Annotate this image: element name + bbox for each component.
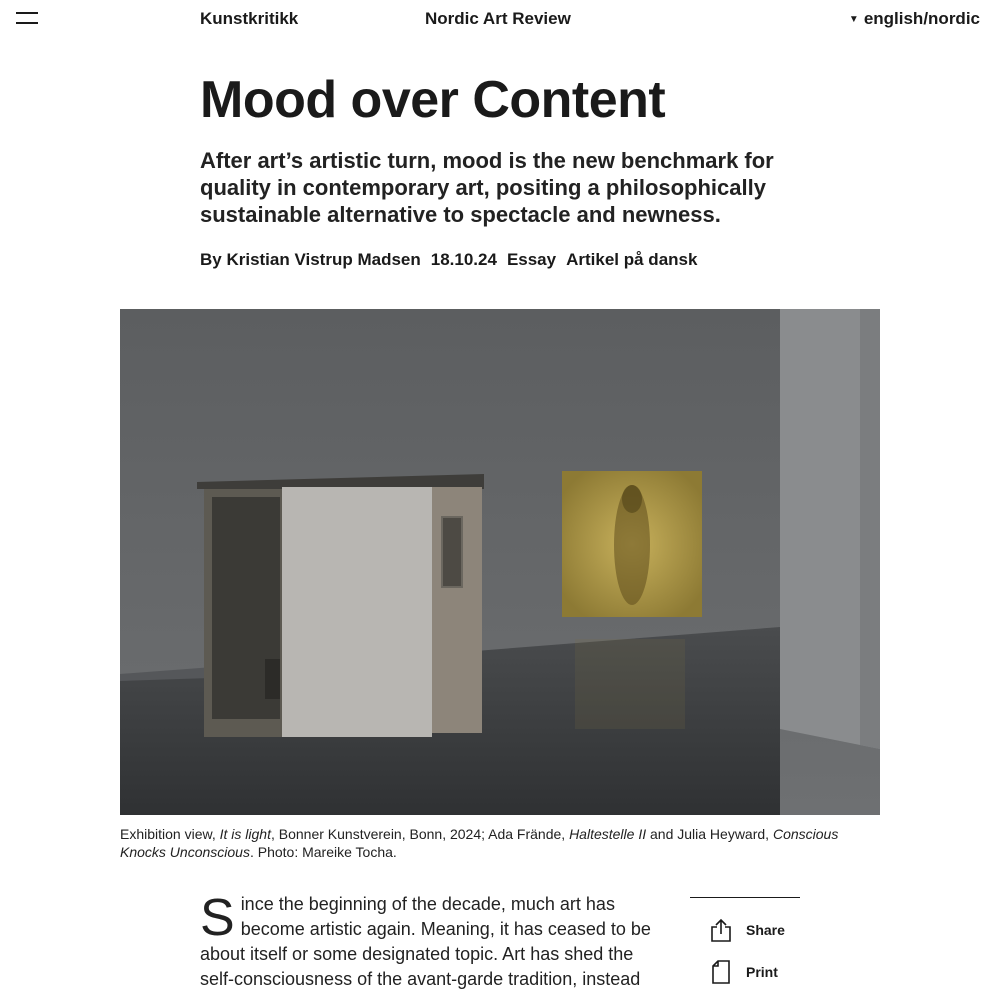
print-label: Print	[746, 964, 778, 980]
caret-down-icon: ▼	[848, 13, 859, 25]
share-button[interactable]	[710, 918, 800, 942]
article-date: 18.10.24	[430, 250, 497, 269]
share-panel	[690, 897, 800, 984]
author-link[interactable]: By Kristian Vistrup Madsen	[200, 250, 421, 269]
article-meta	[200, 250, 697, 270]
language-selector[interactable]	[849, 9, 980, 29]
drop-cap: S	[200, 889, 235, 947]
top-bar	[0, 0, 1000, 40]
site-tagline-link[interactable]: Nordic Art Review	[425, 9, 571, 28]
share-icon	[710, 918, 732, 942]
site-logo-link[interactable]: Kunstkritikk	[200, 9, 299, 28]
article-title: Mood over Content	[200, 71, 666, 129]
language-label: english/nordic	[863, 9, 980, 28]
danish-version-link[interactable]: Artikel på dansk	[566, 250, 698, 269]
exhibition-photo	[120, 309, 880, 815]
article-body	[200, 889, 655, 992]
category-link[interactable]: Essay	[506, 250, 557, 269]
share-label: Share	[746, 922, 785, 938]
image-caption: Exhibition view, It is light, Bonner Kunstverein, Bonn, 2024; Ada Frände, Haltestelle II and Julia Heyward, Conscious Knocks Unconscious. Photo: Mareike Tocha.	[120, 826, 839, 860]
hero-image	[120, 309, 880, 815]
print-icon	[710, 960, 732, 984]
print-button[interactable]	[710, 960, 800, 984]
hamburger-menu-icon[interactable]	[16, 11, 40, 27]
article-subtitle: After art’s artistic turn, mood is the new benchmark for quality in contemporary art, positing a philosophically sustainable alternative to spectacle and newness.	[200, 148, 774, 227]
body-paragraph: ince the beginning of the decade, much art has become artistic again. Meaning, it has ceased to be about itself or some designated topic. Art has shed the self-consciousness of the avant-garde tradition, instead	[200, 894, 651, 989]
